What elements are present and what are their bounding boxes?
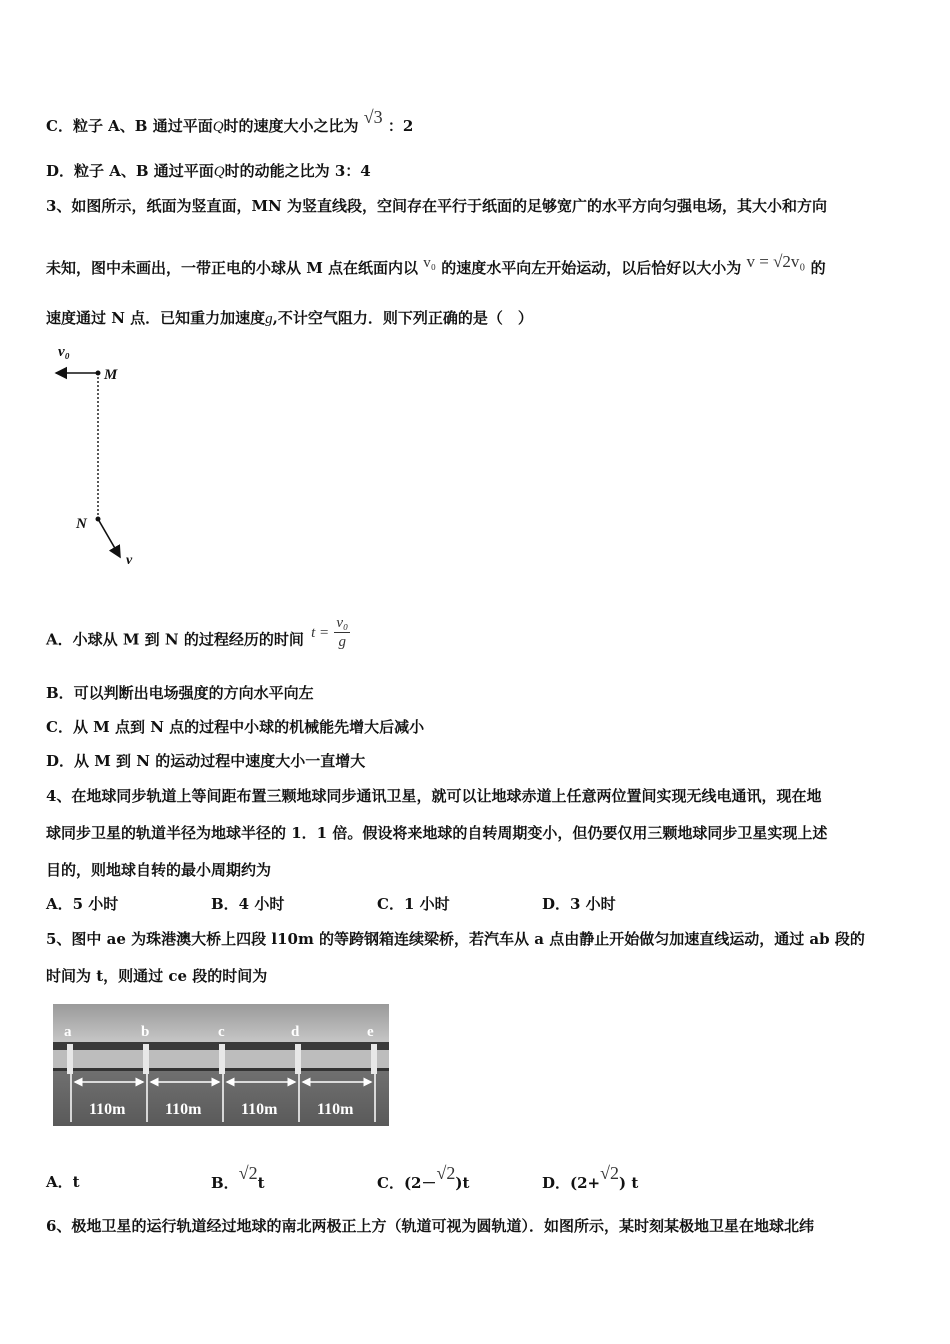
q2-option-c: C．粒子 A、B 通过平面Q时的速度大小之比为 √3 ：2	[46, 107, 414, 135]
q3-stem-line3: 速度通过 N 点．已知重力加速度g,不计空气阻力．则下列正确的是（ ）	[46, 309, 533, 327]
q5-option-d: D．(2+√2) t	[542, 1163, 639, 1192]
q3-motion-diagram	[46, 338, 196, 578]
q3-option-b: B．可以判断出电场强度的方向水平向左	[46, 684, 314, 702]
q4-option-c: C．1 小时	[377, 895, 450, 913]
span-label-4: 110m	[317, 1101, 354, 1118]
q4-stem-line2: 球同步卫星的轨道半径为地球半径的 1．1 倍。假设将来地球的自转周期变小，但仍要仅用三颗地球同步卫星实现上述	[46, 824, 828, 842]
q3-option-c: C．从 M 点到 N 点的过程中小球的机械能先增大后减小	[46, 718, 425, 736]
point-d: d	[291, 1024, 300, 1040]
label-v0: v₀	[58, 344, 70, 360]
span-label-1: 110m	[89, 1101, 126, 1118]
q3-stem-line1: 3、如图所示，纸面为竖直面，MN 为竖直线段，空间存在平行于纸面的足够宽广的水平方向匀强电场，其大小和方向	[46, 197, 827, 215]
q4-option-a: A．5 小时	[46, 895, 119, 913]
label-v: v	[126, 553, 133, 568]
span-label-2: 110m	[165, 1101, 202, 1118]
q3-stem-line2: 未知，图中未画出，一带正电的小球从 M 点在纸面内以 v₀ 的速度水平向左开始运动，以后恰好以大小为 v = √2v₀ 的	[46, 252, 826, 277]
label-n: N	[76, 516, 87, 532]
q5-option-a: A．t	[46, 1173, 80, 1191]
q4-option-d: D．3 小时	[542, 895, 616, 913]
point-b: b	[141, 1024, 150, 1040]
point-e: e	[367, 1024, 374, 1040]
q2-option-d: D．粒子 A、B 通过平面Q时的动能之比为 3：4	[46, 162, 371, 180]
point-c: c	[218, 1024, 225, 1040]
label-m: M	[104, 367, 118, 383]
q5-bridge-photo	[53, 1004, 389, 1126]
q4-option-b: B．4 小时	[211, 895, 285, 913]
q3-option-a: A．小球从 M 到 N 的过程经历的时间 t = $\frac{\text{v₀}}{g}$	[46, 615, 349, 650]
fraction: $\frac{\text{v₀}}{g}$	[336, 615, 349, 650]
sqrt3-expression: √3	[363, 107, 383, 127]
q4-stem-line1: 4、在地球同步轨道上等间距布置三颗地球同步通讯卫星，就可以让地球赤道上任意两位置间实现无线电通讯，现在地	[46, 787, 822, 805]
q5-option-c: C．(2－√2)t	[377, 1163, 470, 1192]
q4-stem-line3: 目的，则地球自转的最小周期约为	[46, 861, 272, 879]
q5-stem-line2: 时间为 t，则通过 ce 段的时间为	[46, 967, 268, 985]
span-label-3: 110m	[241, 1101, 278, 1118]
q5-option-b: B．√2t	[211, 1163, 265, 1192]
q3-option-d: D．从 M 到 N 的运动过程中速度大小一直增大	[46, 752, 366, 770]
v-arrow	[98, 519, 120, 557]
q6-stem-line1: 6、极地卫星的运行轨道经过地球的南北两极正上方（轨道可视为圆轨道）．如图所示，某时刻某极地卫星在地球北纬	[46, 1217, 814, 1235]
point-a: a	[64, 1024, 72, 1040]
q5-stem-line1: 5、图中 ae 为珠港澳大桥上四段 l10m 的等跨钢箱连续梁桥，若汽车从 a 点由静止开始做匀加速直线运动，通过 ab 段的	[46, 930, 865, 948]
